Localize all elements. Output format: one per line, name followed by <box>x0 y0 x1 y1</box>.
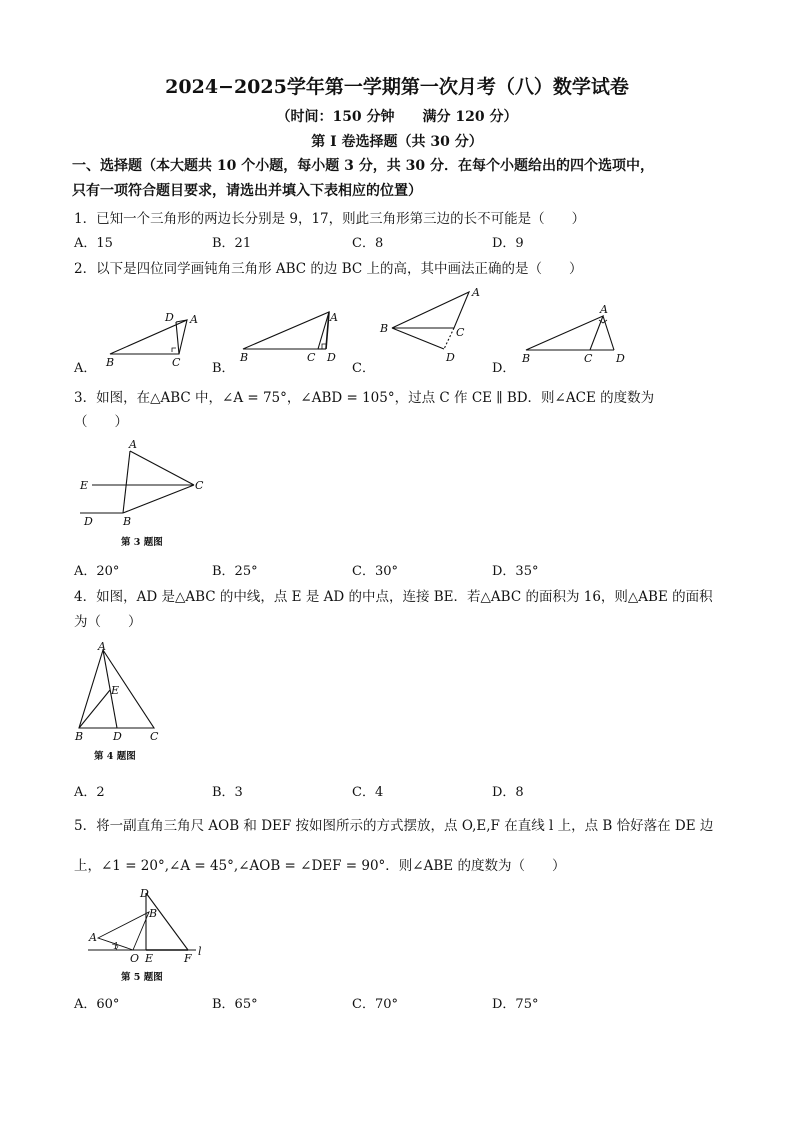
q2d-label-d: D <box>616 352 625 365</box>
q2-option-d: D． <box>492 361 516 376</box>
q5-option-c: C．70° <box>352 997 398 1012</box>
q5-label-o: O <box>130 952 140 965</box>
q2c-label-c: C <box>456 326 465 339</box>
question-4-stem: 4．如图，AD 是△ABC 的中线，点 E 是 AD 的中点，连接 BE．若△ABC 的面积为 16，则△ABE 的面积 <box>74 589 713 605</box>
section-instructions-line1: 一、选择题（本大题共 10 个小题，每小题 3 分，共 30 分．在每个小题给出的四个选项中， <box>72 158 654 174</box>
q4-option-c: C．4 <box>352 785 384 800</box>
q1-option-c: C．8 <box>352 236 384 251</box>
q2d-label-c: C <box>584 352 593 365</box>
q4-option-d: D．8 <box>492 785 524 800</box>
question-5-stem-cont: 上，∠1 = 20°,∠A = 45°,∠AOB = ∠DEF = 90°．则∠ABE 的度数为（ ） <box>74 858 566 874</box>
q1-option-b: B．21 <box>212 236 252 251</box>
q3-option-a: A．20° <box>74 564 120 579</box>
q1-option-a: A．15 <box>74 236 113 251</box>
q2b-label-c: C <box>307 351 316 364</box>
q5-option-a: A．60° <box>74 997 120 1012</box>
exam-title: 2024−2025学年第一学期第一次月考（八）数学试卷 <box>165 76 629 98</box>
q4-option-b: B．3 <box>212 785 243 800</box>
q3-option-c: C．30° <box>352 564 398 579</box>
q5-option-d: D．75° <box>492 997 539 1012</box>
q3-caption: 第 3 题图 <box>121 537 163 548</box>
q3-label-a: A <box>129 438 137 451</box>
q4-label-d: D <box>113 730 122 743</box>
q2c-label-d: D <box>446 351 455 364</box>
q3-label-e: E <box>80 479 89 492</box>
q2-option-b: B． <box>212 361 235 376</box>
q1-option-d: D．9 <box>492 236 524 251</box>
q5-label-1: 1 <box>113 942 119 952</box>
q2d-label-b: B <box>522 352 531 365</box>
q5-label-l: l <box>198 945 202 958</box>
q2d-label-a: A <box>600 303 608 316</box>
question-2-stem: 2．以下是四位同学画钝角三角形 ABC 的边 BC 上的高，其中画法正确的是（ ） <box>74 261 583 277</box>
question-4-stem-cont: 为（ ） <box>74 614 142 630</box>
part-heading: 第 I 卷选择题（共 30 分） <box>311 134 483 150</box>
q5-option-b: B．65° <box>212 997 258 1012</box>
q2b-label-b: B <box>240 351 249 364</box>
q4-label-c: C <box>150 730 159 743</box>
q2a-label-a: A <box>190 313 198 326</box>
q5-label-a: A <box>89 931 97 944</box>
q2a-label-d: D <box>165 311 174 324</box>
question-3-stem: 3．如图，在△ABC 中，∠A = 75°，∠ABD = 105°，过点 C 作 CE ∥ BD．则∠ACE 的度数为 <box>74 390 655 406</box>
q2c-label-b: B <box>380 322 389 335</box>
q5-label-d: D <box>140 887 149 900</box>
q2-option-a: A． <box>74 361 97 376</box>
q5-label-b: B <box>149 907 158 920</box>
q4-label-a: A <box>98 640 106 653</box>
q4-option-a: A．2 <box>74 785 105 800</box>
q5-label-f: F <box>184 952 192 965</box>
q3-label-c: C <box>195 479 204 492</box>
question-1-stem: 1．已知一个三角形的两边长分别是 9，17，则此三角形第三边的长不可能是（ ） <box>74 211 586 227</box>
q3-label-b: B <box>123 515 132 528</box>
q2c-label-a: A <box>472 286 480 299</box>
question-3-stem-cont: （ ） <box>74 414 128 430</box>
q4-label-e: E <box>111 684 120 697</box>
q5-caption: 第 5 题图 <box>121 972 163 983</box>
q4-caption: 第 4 题图 <box>94 751 136 762</box>
q2a-label-c: C <box>172 356 181 369</box>
question-5-stem: 5．将一副直角三角尺 AOB 和 DEF 按如图所示的方式摆放，点 O,E,F 在直线 l 上，点 B 恰好落在 DE 边 <box>74 818 714 834</box>
q2-option-c: C． <box>352 361 375 376</box>
section-instructions-line2: 只有一项符合题目要求，请选出并填入下表相应的位置） <box>72 183 422 199</box>
q5-label-e: E <box>145 952 154 965</box>
q4-label-b: B <box>75 730 84 743</box>
q3-option-d: D．35° <box>492 564 539 579</box>
exam-meta: （时间：150 分钟 满分 120 分） <box>276 109 518 125</box>
q3-label-d: D <box>84 515 93 528</box>
q3-option-b: B．25° <box>212 564 258 579</box>
q2b-label-a: A <box>330 311 338 324</box>
q2b-label-d: D <box>327 351 336 364</box>
q2a-label-b: B <box>106 356 115 369</box>
